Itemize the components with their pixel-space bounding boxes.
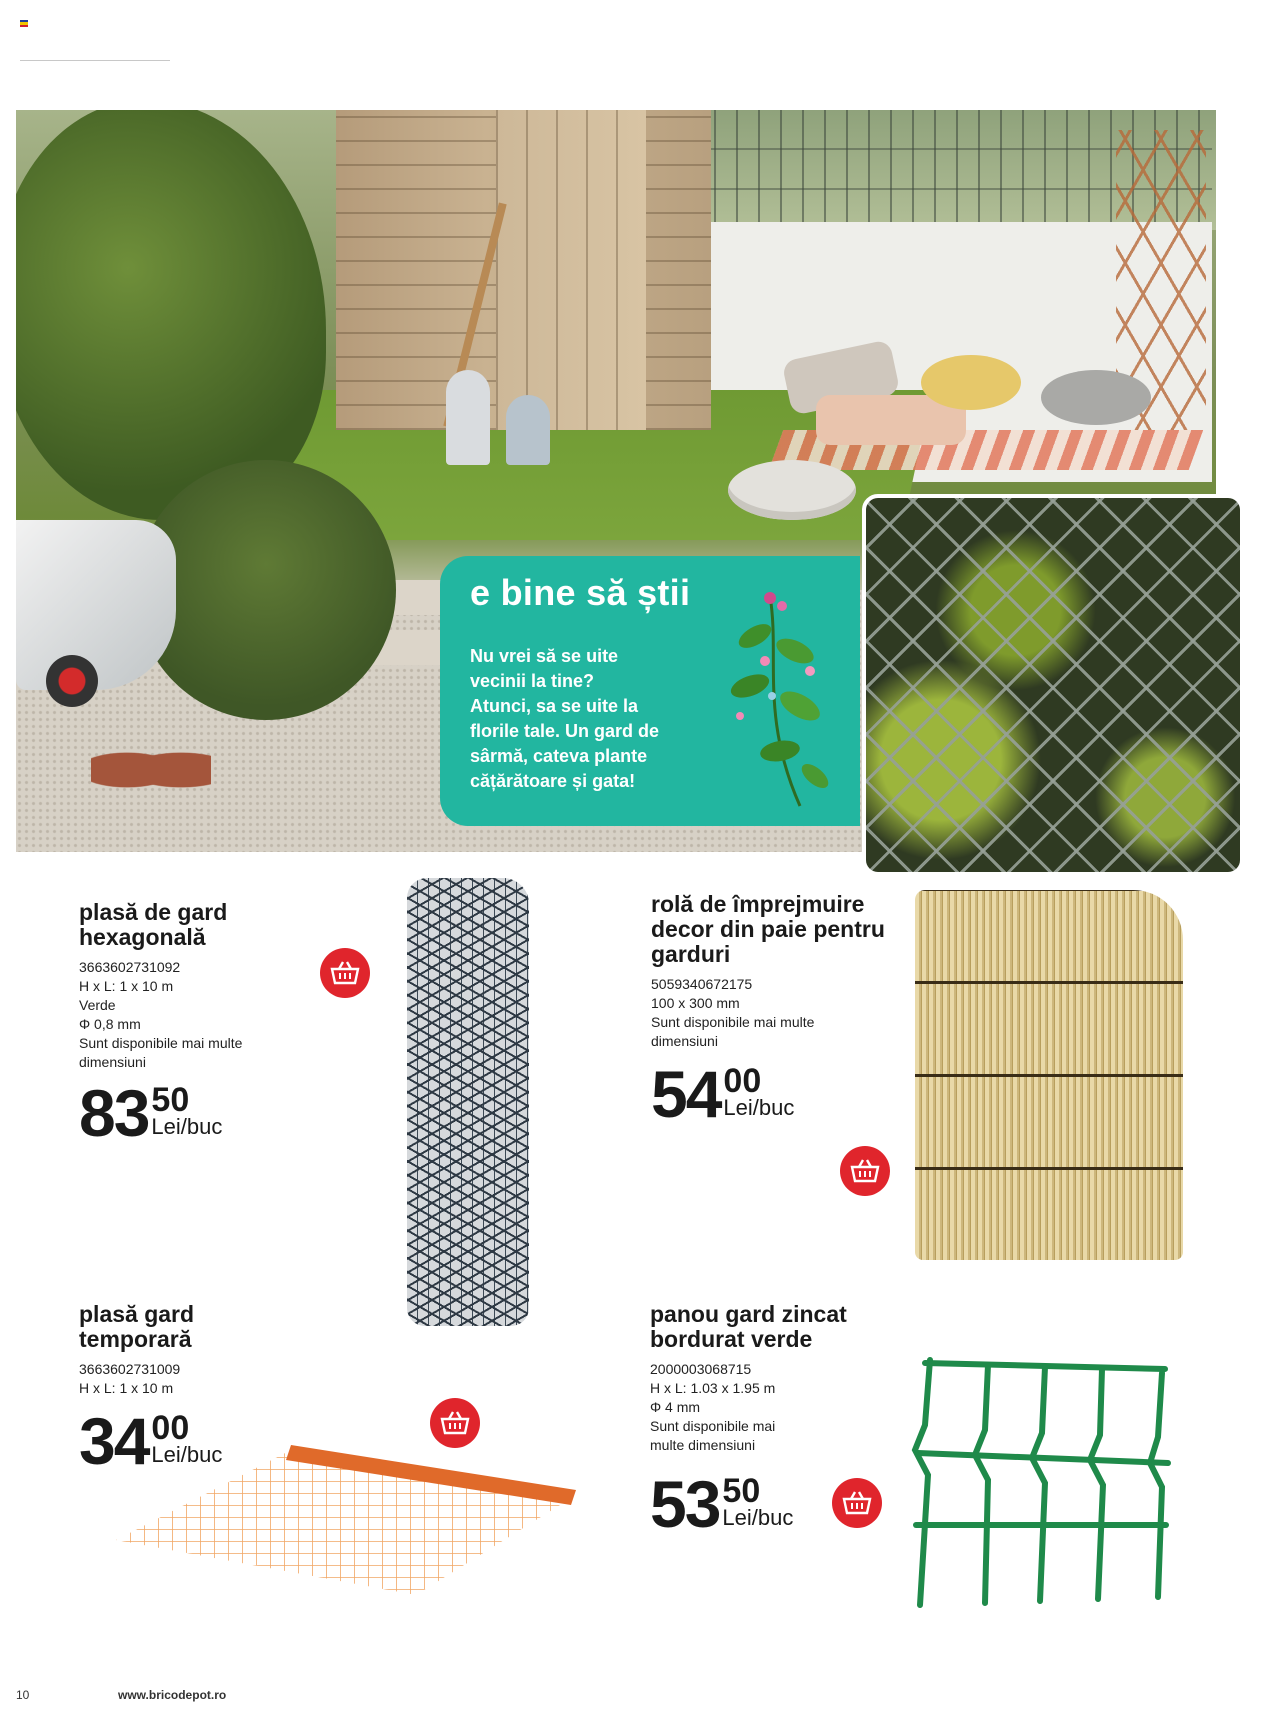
basket-icon: [841, 1490, 873, 1516]
product-detail: H x L: 1.03 x 1.95 m: [650, 1380, 776, 1396]
product-straw-fence-roll: [651, 891, 885, 1131]
callout-title: e bine să știi: [470, 572, 691, 613]
basket-icon: [439, 1410, 471, 1436]
add-to-basket-button[interactable]: [832, 1478, 882, 1528]
flag-icon: [20, 20, 28, 27]
price-decimals: 50: [151, 1081, 190, 1119]
product-price: [651, 1057, 885, 1131]
product-detail: dimensiuni: [79, 1054, 146, 1070]
orange-safety-mesh-image: [116, 1442, 576, 1595]
hexagonal-mesh-roll-image: [407, 878, 529, 1326]
product-green-panel: [650, 1301, 847, 1541]
product-name: hexagonală: [79, 924, 206, 950]
page-number: 10: [16, 1688, 30, 1702]
product-detail: Sunt disponibile mai: [650, 1418, 776, 1434]
price-integer: 53: [650, 1467, 720, 1541]
price-integer: 54: [651, 1057, 721, 1131]
product-detail: multe dimensiuni: [650, 1437, 756, 1453]
basket-icon: [849, 1158, 881, 1184]
add-to-basket-button[interactable]: [840, 1146, 890, 1196]
straw-roll-image: [915, 890, 1183, 1260]
product-code: 3663602731009: [79, 1361, 181, 1377]
price-integer: 83: [79, 1076, 149, 1150]
tip-callout: [440, 556, 860, 826]
product-detail: Verde: [79, 997, 116, 1013]
product-price: [79, 1076, 242, 1150]
product-name: decor din paie pentru: [651, 916, 885, 942]
product-name: garduri: [651, 941, 731, 967]
price-unit: Lei/buc: [151, 1114, 223, 1139]
green-fence-panel-image: [900, 1355, 1180, 1615]
price-unit: Lei/buc: [151, 1442, 223, 1467]
price-decimals: 50: [722, 1472, 761, 1510]
product-detail: Φ 4 mm: [650, 1399, 701, 1415]
product-hexagonal-mesh: [79, 899, 243, 1150]
product-name: panou gard zincat: [650, 1301, 847, 1327]
product-detail: Φ 0,8 mm: [79, 1016, 141, 1032]
price-integer: 34: [79, 1404, 149, 1478]
product-code: 3663602731092: [79, 959, 181, 975]
add-to-basket-button[interactable]: [430, 1398, 480, 1448]
product-name: temporară: [79, 1326, 192, 1352]
product-name: plasă gard: [79, 1301, 195, 1327]
product-detail: Sunt disponibile mai multe: [651, 1014, 815, 1030]
header-divider: [20, 60, 170, 61]
product-detail: H x L: 1 x 10 m: [79, 1380, 174, 1396]
callout-text: Nu vrei să se uite vecinii la tine? Atunci, sa se uite la florile tale. Un gard de sârmă, cateva plante cățărătoare și gata!: [470, 646, 660, 791]
chain-link-fence-photo: [862, 494, 1244, 876]
price-unit: Lei/buc: [722, 1505, 794, 1530]
product-price: [650, 1467, 847, 1541]
climbing-flower-icon: [710, 576, 850, 816]
product-detail: Sunt disponibile mai multe: [79, 1035, 243, 1051]
basket-icon: [329, 960, 361, 986]
product-code: 5059340672175: [651, 976, 753, 992]
price-unit: Lei/buc: [723, 1095, 795, 1120]
product-code: 2000003068715: [650, 1361, 752, 1377]
website-link[interactable]: www.bricodepot.ro: [118, 1688, 227, 1702]
product-detail: 100 x 300 mm: [651, 995, 740, 1011]
product-detail: dimensiuni: [651, 1033, 718, 1049]
product-name: rolă de împrejmuire: [651, 891, 865, 917]
price-decimals: 00: [151, 1409, 190, 1447]
product-name: bordurat verde: [650, 1326, 813, 1352]
price-decimals: 00: [723, 1062, 762, 1100]
add-to-basket-button[interactable]: [320, 948, 370, 998]
product-name: plasă de gard: [79, 899, 228, 925]
product-detail: H x L: 1 x 10 m: [79, 978, 174, 994]
